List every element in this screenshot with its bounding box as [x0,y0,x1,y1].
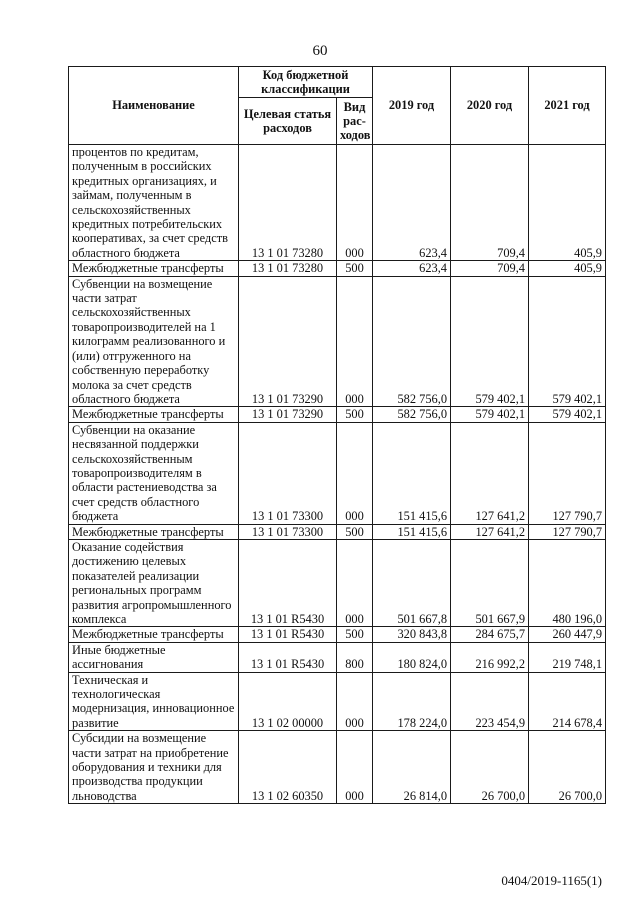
table-row [69,731,606,804]
row-target-code-cell: 13 1 01 73280 [239,145,337,261]
row-name-cell: Межбюджетные трансферты [69,627,239,642]
row-name-cell: Субвенции на возмещение части затрат сельскохозяйственных товаропроизводителей на 1 килограмм реализованного и (или) отгруженного на собственную переработку молока за счет средств областного бюджета [69,276,239,407]
row-2020-cell: 579 402,1 [451,276,529,407]
row-expense-kind-cell: 500 [337,261,373,276]
header-2021: 2021 год [529,67,606,145]
header-2020: 2020 год [451,67,529,145]
row-2021-cell: 480 196,0 [529,539,606,626]
row-name-cell: Иные бюджетные ассигнования [69,642,239,672]
row-2021-cell: 219 748,1 [529,642,606,672]
row-2020-cell: 127 641,2 [451,524,529,539]
row-2019-cell: 582 756,0 [373,276,451,407]
row-2020-cell: 284 675,7 [451,627,529,642]
row-2020-cell: 501 667,9 [451,539,529,626]
table-row [69,407,606,422]
row-2019-cell: 180 824,0 [373,642,451,672]
row-name-cell: Межбюджетные трансферты [69,524,239,539]
row-name-cell: Межбюджетные трансферты [69,407,239,422]
row-expense-kind-cell: 500 [337,524,373,539]
table-row [69,276,606,407]
row-target-code-cell: 13 1 02 60350 [239,731,337,804]
row-2020-cell: 26 700,0 [451,731,529,804]
row-2020-cell: 709,4 [451,261,529,276]
table-row [69,627,606,642]
row-2020-cell: 709,4 [451,145,529,261]
row-2021-cell: 579 402,1 [529,407,606,422]
table-row [69,672,606,731]
row-expense-kind-cell: 500 [337,627,373,642]
row-2019-cell: 623,4 [373,261,451,276]
row-name-cell: Межбюджетные трансферты [69,261,239,276]
row-expense-kind-cell: 000 [337,276,373,407]
row-target-code-cell: 13 1 01 73300 [239,524,337,539]
row-2020-cell: 579 402,1 [451,407,529,422]
header-expense-kind: Вид рас-ходов [337,98,373,145]
row-target-code-cell: 13 1 01 R5430 [239,642,337,672]
row-2019-cell: 501 667,8 [373,539,451,626]
table-row [69,422,606,524]
row-2021-cell: 214 678,4 [529,672,606,731]
row-2021-cell: 26 700,0 [529,731,606,804]
table-row [69,261,606,276]
row-target-code-cell: 13 1 01 73290 [239,407,337,422]
budget-table [68,66,606,804]
row-2020-cell: 127 641,2 [451,422,529,524]
row-target-code-cell: 13 1 01 73300 [239,422,337,524]
row-expense-kind-cell: 000 [337,145,373,261]
row-2019-cell: 26 814,0 [373,731,451,804]
row-2021-cell: 260 447,9 [529,627,606,642]
row-2021-cell: 579 402,1 [529,276,606,407]
row-2019-cell: 151 415,6 [373,524,451,539]
row-target-code-cell: 13 1 01 73290 [239,276,337,407]
row-expense-kind-cell: 000 [337,672,373,731]
page-number: 60 [312,43,328,59]
row-2019-cell: 151 415,6 [373,422,451,524]
table-row [69,642,606,672]
row-expense-kind-cell: 000 [337,422,373,524]
row-2021-cell: 405,9 [529,145,606,261]
row-2021-cell: 127 790,7 [529,524,606,539]
table-row [69,145,606,261]
row-2021-cell: 405,9 [529,261,606,276]
row-2020-cell: 216 992,2 [451,642,529,672]
row-name-cell: Оказание содействия достижению целевых показателей реализации региональных программ развития агропромышленного комплекса [69,539,239,626]
table-row [69,524,606,539]
row-expense-kind-cell: 000 [337,539,373,626]
document-id: 0404/2019-1165(1) [501,873,602,888]
header-2019: 2019 год [373,67,451,145]
table-body [69,145,606,804]
row-name-cell: Субвенции на оказание несвязанной поддержки сельскохозяйственным товаропроизводителям в области растениеводства за счет средств областного бюджета [69,422,239,524]
row-expense-kind-cell: 500 [337,407,373,422]
header-name: Наименование [69,67,239,145]
row-target-code-cell: 13 1 01 73280 [239,261,337,276]
row-name-cell: Техническая и технологическая модернизация, инновационное развитие [69,672,239,731]
row-target-code-cell: 13 1 01 R5430 [239,627,337,642]
row-2019-cell: 178 224,0 [373,672,451,731]
row-name-cell: процентов по кредитам, полученным в российских кредитных организациях, и займам, полученным в сельскохозяйственных кредитных потребительских кооперативах, за счет средств областного бюджета [69,145,239,261]
header-target-article: Целевая статья расходов [239,98,337,145]
row-target-code-cell: 13 1 02 00000 [239,672,337,731]
row-2019-cell: 623,4 [373,145,451,261]
table-row [69,539,606,626]
row-2020-cell: 223 454,9 [451,672,529,731]
header-code-group: Код бюджетной классификации [239,67,373,98]
row-2019-cell: 320 843,8 [373,627,451,642]
row-expense-kind-cell: 800 [337,642,373,672]
row-2021-cell: 127 790,7 [529,422,606,524]
row-2019-cell: 582 756,0 [373,407,451,422]
row-target-code-cell: 13 1 01 R5430 [239,539,337,626]
row-expense-kind-cell: 000 [337,731,373,804]
row-name-cell: Субсидии на возмещение части затрат на приобретение оборудования и техники для производства продукции льноводства [69,731,239,804]
